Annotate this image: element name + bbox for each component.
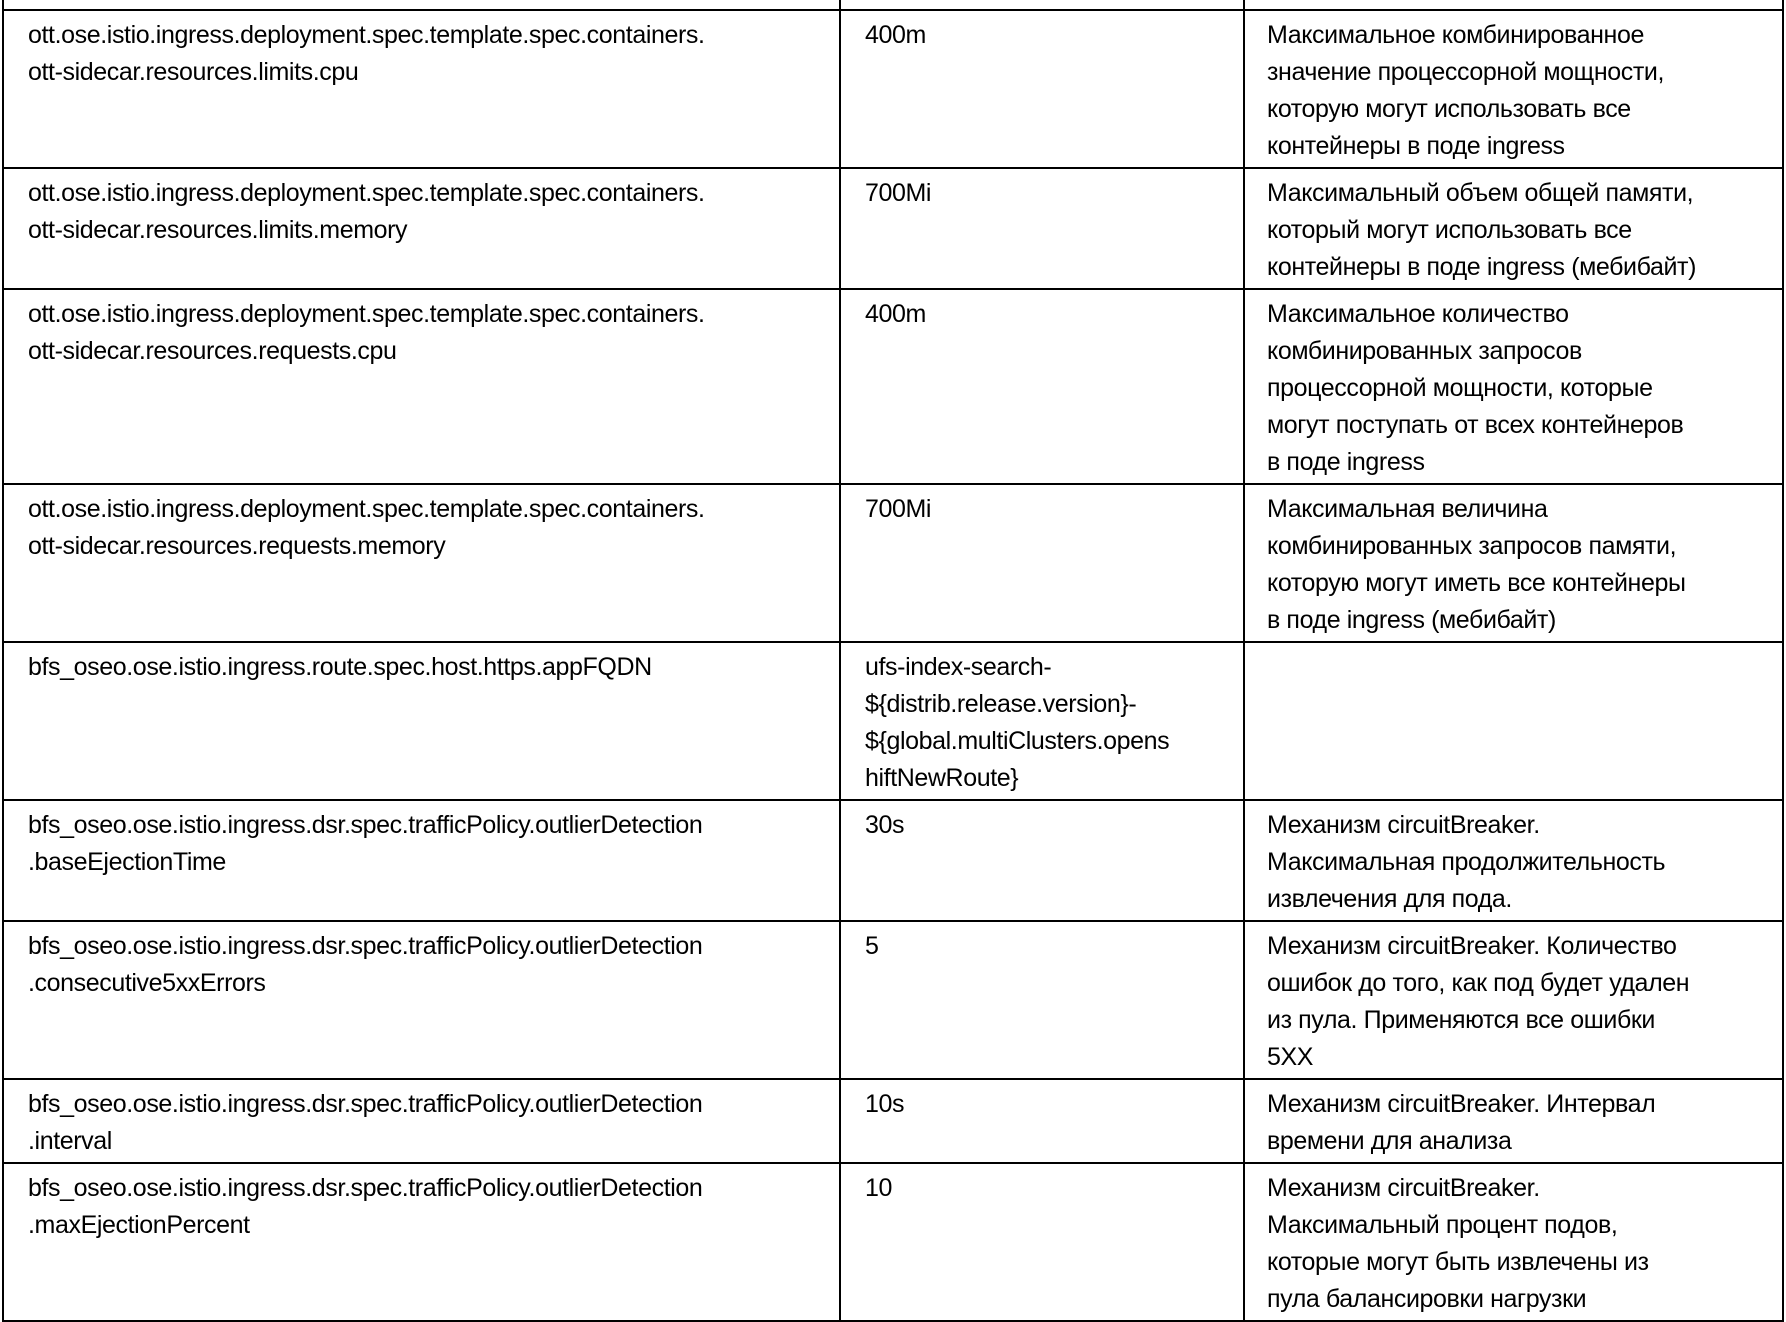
table-row [3, 10, 1783, 168]
description-cell: Механизм circuitBreaker. Интервал времени для анализа [1244, 1079, 1783, 1163]
parameter-cell: ott.ose.istio.ingress.deployment.spec.template.spec.containers. ott-sidecar.resources.requests.cpu [3, 289, 840, 484]
parameter-cell: bfs_oseo.ose.istio.ingress.dsr.spec.trafficPolicy.outlierDetection .consecutive5xxErrors [3, 921, 840, 1079]
cell-cutoff [1244, 0, 1783, 10]
value-cell: 10 [840, 1163, 1244, 1321]
description-cell [1244, 642, 1783, 800]
value-cell: 30s [840, 800, 1244, 921]
value-cell: 700Mi [840, 168, 1244, 289]
table-row [3, 800, 1783, 921]
parameter-cell: bfs_oseo.ose.istio.ingress.dsr.spec.trafficPolicy.outlierDetection .interval [3, 1079, 840, 1163]
value-cell: 10s [840, 1079, 1244, 1163]
value-cell: 700Mi [840, 484, 1244, 642]
parameters-table [2, 0, 1784, 1322]
value-cell: 400m [840, 289, 1244, 484]
parameter-cell: bfs_oseo.ose.istio.ingress.dsr.spec.trafficPolicy.outlierDetection .baseEjectionTime [3, 800, 840, 921]
cell-cutoff [3, 0, 840, 10]
description-cell: Механизм circuitBreaker. Максимальный процент подов, которые могут быть извлечены из пула балансировки нагрузки [1244, 1163, 1783, 1321]
parameter-cell: bfs_oseo.ose.istio.ingress.route.spec.host.https.appFQDN [3, 642, 840, 800]
value-cell: ufs-index-search- ${distrib.release.version}- ${global.multiClusters.opens hiftNewRoute} [840, 642, 1244, 800]
table-row [3, 484, 1783, 642]
table-row [3, 168, 1783, 289]
table-row [3, 921, 1783, 1079]
table-row [3, 1079, 1783, 1163]
table-row [3, 642, 1783, 800]
parameter-cell: bfs_oseo.ose.istio.ingress.dsr.spec.trafficPolicy.outlierDetection .maxEjectionPercent [3, 1163, 840, 1321]
parameter-cell: ott.ose.istio.ingress.deployment.spec.template.spec.containers. ott-sidecar.resources.requests.memory [3, 484, 840, 642]
description-cell: Максимальное количество комбинированных запросов процессорной мощности, которые могут поступать от всех контейнеров в поде ingress [1244, 289, 1783, 484]
table-row-cutoff [3, 0, 1783, 10]
description-cell: Максимальная величина комбинированных запросов памяти, которую могут иметь все контейнеры в поде ingress (мебибайт) [1244, 484, 1783, 642]
description-cell: Механизм circuitBreaker. Максимальная продолжительность извлечения для пода. [1244, 800, 1783, 921]
parameter-cell: ott.ose.istio.ingress.deployment.spec.template.spec.containers. ott-sidecar.resources.limits.cpu [3, 10, 840, 168]
table-row [3, 1163, 1783, 1321]
value-cell: 5 [840, 921, 1244, 1079]
description-cell: Максимальный объем общей памяти, который могут использовать все контейнеры в поде ingress (мебибайт) [1244, 168, 1783, 289]
description-cell: Механизм circuitBreaker. Количество ошибок до того, как под будет удален из пула. Применяются все ошибки 5XX [1244, 921, 1783, 1079]
cell-cutoff [840, 0, 1244, 10]
table-row [3, 289, 1783, 484]
value-cell: 400m [840, 10, 1244, 168]
description-cell: Максимальное комбинированное значение процессорной мощности, которую могут использовать все контейнеры в поде ingress [1244, 10, 1783, 168]
parameter-cell: ott.ose.istio.ingress.deployment.spec.template.spec.containers. ott-sidecar.resources.limits.memory [3, 168, 840, 289]
